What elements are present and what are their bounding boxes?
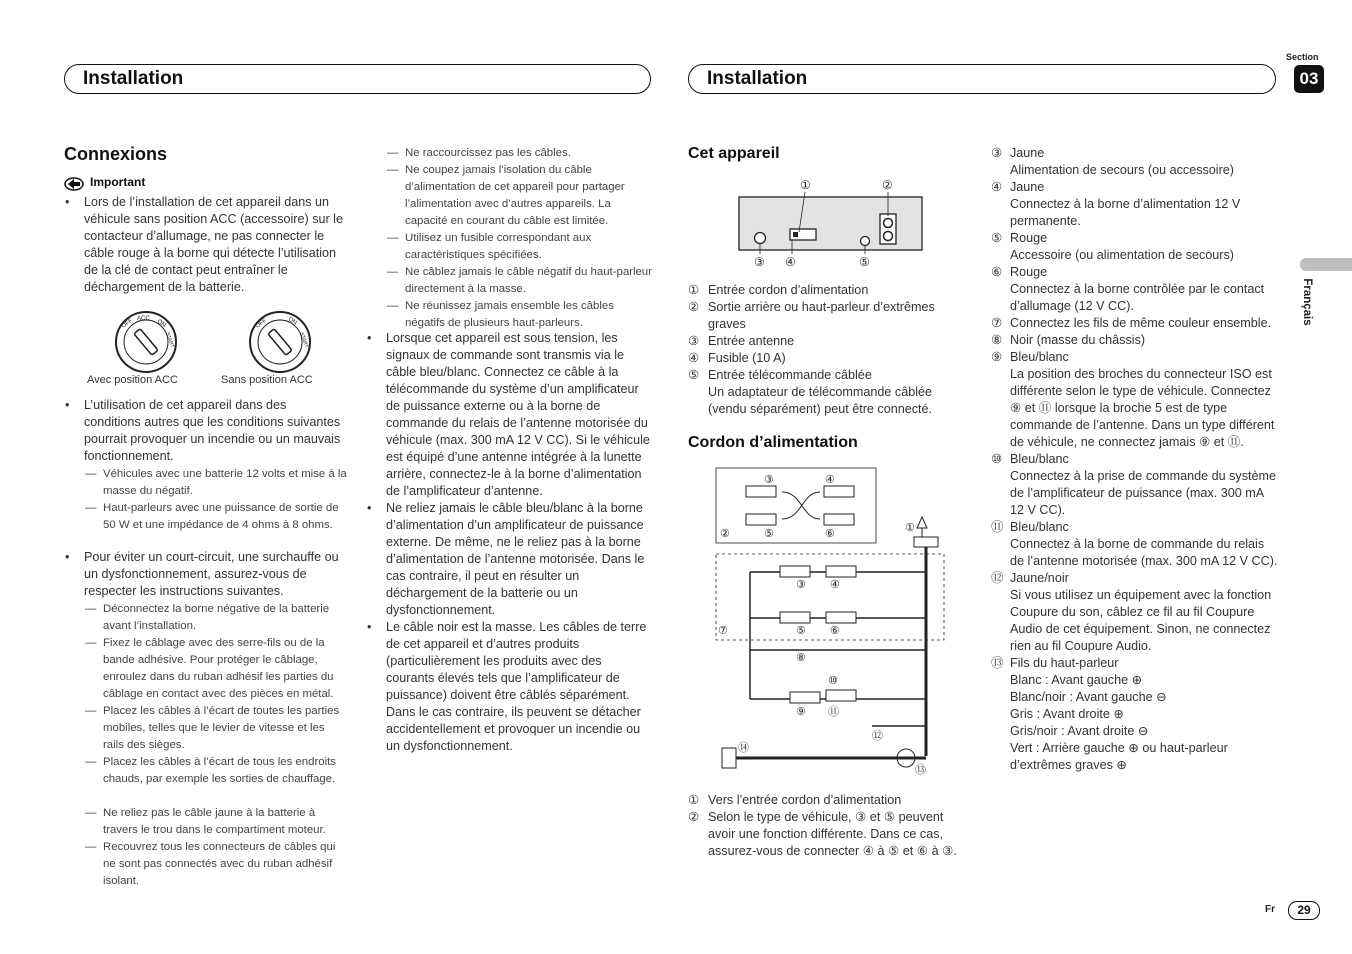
- cord-callout-3b: ③: [796, 579, 806, 591]
- wire-item: [991, 655, 1278, 774]
- wire-item: [991, 349, 1278, 451]
- right-header-banner: [688, 64, 1276, 94]
- wire-item: [991, 179, 1278, 230]
- important-label: Important: [90, 175, 146, 189]
- left-header-banner: [64, 64, 651, 94]
- wire-item-line: Si vous utilisez un équipement avec la fonction Coupure du son, câblez ce fil au fil Coupure Audio de cet équipement. Sinon, ne connectez rien au fil Coupure Audio.: [1010, 588, 1272, 653]
- wire-item-title: Bleu/blanc: [1010, 520, 1069, 534]
- wire-item-title: Bleu/blanc: [1010, 452, 1069, 466]
- cord-callout-12: ⑫: [872, 730, 883, 742]
- unit-item-5: ⑤ Entrée télécommande câblée: [688, 368, 872, 382]
- wire-item-line: Accessoire (ou alimentation de secours): [1010, 248, 1234, 262]
- wire-item: [991, 230, 1278, 264]
- unit-item-3: ③ Entrée antenne: [688, 334, 795, 348]
- ignition-no-acc-icon: [246, 308, 316, 374]
- knob2-on-text: ON: [287, 316, 298, 327]
- left-bullet-2: • L’utilisation de cet appareil dans des conditions autres que les conditions suivantes pourrait provoquer un incendie ou un mauvais fonctionnement.: [65, 398, 341, 463]
- wire-item-line: Gris : Avant droite ⊕: [1010, 707, 1124, 721]
- wire-item-number: ⑩: [991, 452, 1003, 466]
- wire-item-number: ⑤: [991, 231, 1003, 245]
- left-dash-3-4: — Placez les câbles à l’écart de tous les endroits chauds, par exemple les sorties de chauffage.: [85, 756, 336, 785]
- unit-callout-5: ⑤: [859, 255, 870, 269]
- mid-bullet-3: • Le câble noir est la masse. Les câbles de terre de cet appareil et d’autres produits (particulièrement les produits avec des courants élevés tels que l’amplificateur de puissance) doivent être câblés séparément. Dans le cas contraire, ils peuvent se détacher accidentellement et provoquer un incendie ou un dysfonctionnement.: [367, 620, 647, 753]
- left-dash-2-2: — Haut-parleurs avec une puissance de sortie de 50 W et une impédance de 4 ohms à 8 ohms.: [85, 502, 339, 531]
- cord-callout-1: ①: [905, 522, 915, 534]
- unit-callout-2: ②: [882, 178, 893, 192]
- language-label: Français: [1301, 278, 1313, 326]
- wire-item-title: Jaune: [1010, 180, 1045, 194]
- cord-callout-5a: ⑤: [764, 528, 774, 540]
- left-dash-2-1: — Véhicules avec une batterie 12 volts et mise à la masse du négatif.: [85, 468, 347, 497]
- cord-callout-6b: ⑥: [830, 625, 840, 637]
- left-dash-3-6: — Recouvrez tous les connecteurs de câbles qui ne sont pas connectés avec du ruban adhésif isolant.: [85, 841, 336, 887]
- knob-acc-text: ACC: [137, 316, 150, 322]
- cord-item-1: ① Vers l’entrée cordon d’alimentation: [688, 793, 902, 807]
- cord-callout-5b: ⑤: [796, 625, 806, 637]
- wire-item: [991, 145, 1278, 179]
- wire-item-title: Bleu/blanc: [1010, 350, 1069, 364]
- unit-rear-diagram: [734, 176, 930, 270]
- unit-item-4: ④ Fusible (10 A): [688, 351, 786, 365]
- wire-item-line: Blanc/noir : Avant gauche ⊖: [1010, 690, 1167, 704]
- wire-item-number: ⑥: [991, 265, 1003, 279]
- cord-item-2: ② Selon le type de véhicule, ③ et ⑤ peuvent avoir une fonction différente. Dans ce cas, assurez-vous de connecter ④ à ⑤ et ⑥ à ③.: [688, 810, 957, 858]
- wire-item-title: Noir (masse du châssis): [1010, 333, 1146, 347]
- mid-dash-1: — Ne raccourcissez pas les câbles.: [387, 147, 571, 159]
- cord-callout-3a: ③: [764, 474, 774, 486]
- wire-item-line: Alimentation de secours (ou accessoire): [1010, 163, 1234, 177]
- wire-item: [991, 315, 1278, 332]
- wire-item-line: Connectez à la borne de commande du relais de l’antenne motorisée (max. 300 mA 12 V CC).: [1010, 537, 1278, 568]
- connexions-heading: Connexions: [64, 144, 168, 164]
- wire-item-number: ⑦: [991, 316, 1003, 330]
- wire-item-number: ④: [991, 180, 1003, 194]
- left-dash-3-5: — Ne reliez pas le câble jaune à la batterie à travers le trou dans le compartiment moteur.: [85, 807, 326, 836]
- page-number: 29: [1288, 901, 1320, 920]
- wire-item-number: ③: [991, 146, 1003, 160]
- wire-item: [991, 519, 1278, 570]
- knob-start-text: START: [164, 331, 176, 349]
- left-bullet-3: • Pour éviter un court-circuit, une surchauffe ou un dysfonctionnement, assurez-vous de respecter les instructions suivantes.: [65, 550, 339, 598]
- mid-dash-4: — Ne câblez jamais le câble négatif du haut-parleur directement à la masse.: [387, 266, 652, 295]
- knob-off-text: OFF: [120, 317, 134, 330]
- wire-item-line: Blanc : Avant gauche ⊕: [1010, 673, 1143, 687]
- ignition-acc-icon: [112, 308, 182, 374]
- cord-callout-10: ⑩: [828, 675, 838, 687]
- mid-bullet-2: • Ne reliez jamais le câble bleu/blanc à la borne d’alimentation d’un amplificateur de puissance externe. De même, ne le reliez pas à la borne d’alimentation de l’antenne motorisée. Dans le cas contraire, il peut en résulter un déchargement de la batterie ou un dysfonctionnement.: [367, 501, 645, 617]
- cordon-heading: Cordon d’alimentation: [688, 434, 858, 451]
- cet-appareil-heading: Cet appareil: [688, 145, 780, 162]
- wire-list: [991, 145, 1278, 774]
- mid-dash-2: — Ne coupez jamais l’isolation du câble d’alimentation de cet appareil pour partager l’alimentation avec d’autres appareils. La capacité en courant du câble est limitée.: [387, 164, 625, 227]
- knob-on-text: ON: [155, 318, 167, 329]
- wire-item: [991, 451, 1278, 519]
- left-dash-3-3: — Placez les câbles à l’écart de toutes les parties mobiles, telles que le levier de vitesse et les rails des sièges.: [85, 705, 340, 751]
- wire-item: [991, 332, 1278, 349]
- unit-callout-3: ③: [754, 255, 765, 269]
- wire-item-number: ⑧: [991, 333, 1003, 347]
- wire-item-title: Connectez les fils de même couleur ensemble.: [1010, 316, 1272, 330]
- wire-item-line: La position des broches du connecteur ISO est différente selon le type de véhicule. Connectez ⑨ et ⑪ lorsque la broche 5 est de type commande de l’antenne. Dans un type différent de véhicule, ne connectez jamais ⑨ et ⑪.: [1010, 367, 1275, 449]
- cord-callout-4b: ④: [830, 579, 840, 591]
- cord-callout-9: ⑨: [796, 706, 806, 718]
- left-header-title: Installation: [83, 68, 184, 89]
- wire-item-line: Connectez à la borne d’alimentation 12 V permanente.: [1010, 197, 1241, 228]
- right-header-title: Installation: [707, 68, 808, 89]
- cord-callout-6a: ⑥: [825, 528, 835, 540]
- cord-callout-11: ⑪: [828, 706, 839, 718]
- section-label: Section: [1286, 52, 1319, 62]
- wire-item-title: Jaune: [1010, 146, 1045, 160]
- wire-item-line: Gris/noir : Avant droite ⊖: [1010, 724, 1149, 738]
- knob2-start-text: START: [298, 331, 310, 349]
- cord-callout-7: ⑦: [718, 625, 728, 637]
- wire-item-line: Connectez à la borne contrôlée par le contact d’allumage (12 V CC).: [1010, 282, 1265, 313]
- wire-item-title: Jaune/noir: [1010, 571, 1069, 585]
- left-bullet-1: • Lors de l’installation de cet appareil dans un véhicule sans position ACC (accessoire) sur le contacteur d’allumage, ne pas connecter le câble rouge à la borne qui détecte l’utilisation de la clé de contact peut entraîner le déchargement de la batterie.: [65, 195, 343, 294]
- unit-item-1: ① Entrée cordon d’alimentation: [688, 283, 869, 297]
- cord-callout-2: ②: [720, 528, 730, 540]
- unit-callout-4: ④: [785, 255, 796, 269]
- section-number-badge: 03: [1294, 65, 1324, 93]
- left-dash-3-1: — Déconnectez la borne négative de la batterie avant l’installation.: [85, 603, 330, 632]
- wire-item-number: ⑬: [991, 656, 1004, 670]
- knob2-off-text: OFF: [254, 317, 268, 330]
- caption-acc: Avec position ACC: [87, 374, 178, 386]
- wire-item-number: ⑪: [991, 520, 1004, 534]
- wire-item-title: Fils du haut-parleur: [1010, 656, 1119, 670]
- unit-callout-1: ①: [800, 178, 811, 192]
- wire-item-number: ⑨: [991, 350, 1003, 364]
- cord-callout-13: ⑬: [915, 764, 926, 776]
- caption-no-acc: Sans position ACC: [221, 374, 313, 386]
- cord-callout-4a: ④: [825, 474, 835, 486]
- important-icon: [64, 176, 84, 190]
- cord-callout-14: ⑭: [738, 742, 749, 754]
- wire-item-line: Vert : Arrière gauche ⊕ ou haut-parleur d’extrêmes graves ⊕: [1010, 741, 1228, 772]
- unit-item-5-extra: Un adaptateur de télécommande câblée (vendu séparément) peut être connecté.: [708, 385, 933, 416]
- power-cord-diagram: [712, 464, 957, 780]
- footer-lang: Fr: [1265, 904, 1275, 915]
- wire-item-line: Connectez à la prise de commande du système de l’amplificateur de puissance (max. 300 mA 12 V CC).: [1010, 469, 1277, 517]
- mid-dash-5: — Ne réunissez jamais ensemble les câbles négatifs de plusieurs haut-parleurs.: [387, 300, 614, 329]
- cord-callout-8: ⑧: [796, 652, 806, 664]
- left-dash-3-2: — Fixez le câblage avec des serre-fils ou de la bande adhésive. Pour protéger le câblage, enroulez dans du ruban adhésif les parties du câblage en contact avec des pièces en métal.: [85, 637, 334, 700]
- mid-dash-3: — Utilisez un fusible correspondant aux caractéristiques spécifiées.: [387, 232, 592, 261]
- wire-item-title: Rouge: [1010, 231, 1048, 245]
- mid-bullet-1: • Lorsque cet appareil est sous tension, les signaux de commande sont transmis via le câble bleu/blanc. Connectez ce câble à la télécommande du système d’un amplificateur de puissance externe ou à la borne de commande du relais de l’antenne motorisée du véhicule (max. 300 mA 12 V CC). Si le véhicule est équipé d’une antenne intégrée à la lunette arrière, connectez-le à la borne d’alimentation de l’amplificateur d’antenne.: [367, 331, 650, 498]
- wire-item-title: Rouge: [1010, 265, 1048, 279]
- unit-item-2: ② Sortie arrière ou haut-parleur d’extrêmes graves: [688, 300, 935, 331]
- wire-item: [991, 570, 1278, 655]
- wire-item-number: ⑫: [991, 571, 1004, 585]
- wire-item: [991, 264, 1278, 315]
